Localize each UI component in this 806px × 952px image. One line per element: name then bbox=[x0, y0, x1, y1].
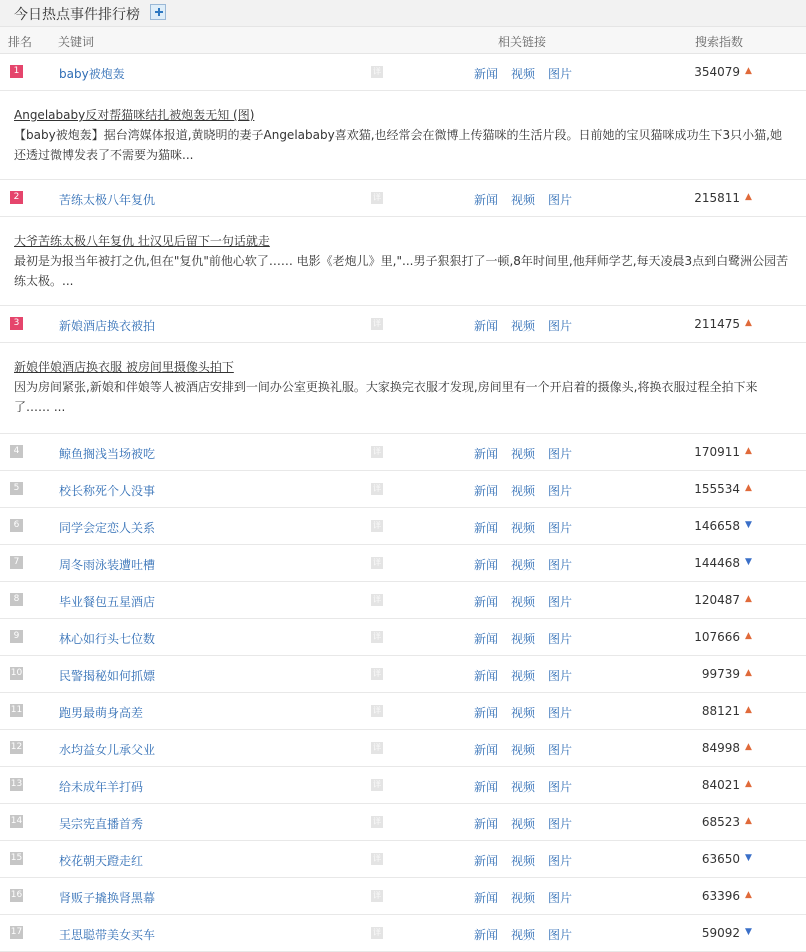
ranking-list bbox=[0, 54, 806, 952]
rank-badge: 4 bbox=[10, 445, 23, 458]
table-row bbox=[0, 582, 806, 619]
search-index-value: 68523 bbox=[701, 815, 740, 829]
story-summary bbox=[0, 217, 806, 306]
search-index-value: 63650 bbox=[701, 852, 740, 866]
table-row bbox=[0, 693, 806, 730]
detail-icon[interactable]: 详 bbox=[373, 854, 381, 863]
rank-badge: 1 bbox=[10, 65, 23, 78]
keyword-link[interactable]: 吴宗宪直播首秀 bbox=[59, 817, 144, 831]
detail-icon[interactable]: 详 bbox=[373, 447, 381, 456]
rank-badge: 2 bbox=[10, 191, 23, 204]
search-index-value: 88121 bbox=[701, 704, 740, 718]
keyword-link[interactable]: 肾贩子撬换肾黑幕 bbox=[59, 891, 156, 905]
page-title: 今日热点事件排行榜 bbox=[14, 7, 140, 23]
news-link[interactable]: 新闻 bbox=[474, 706, 499, 720]
video-link[interactable]: 视频 bbox=[511, 817, 536, 831]
story-title-link[interactable]: Angelababy反对帮猫咪结扎被炮轰无知 (图) bbox=[14, 108, 255, 122]
arrow-up-icon: ▲ bbox=[745, 631, 752, 641]
image-link[interactable]: 图片 bbox=[548, 484, 573, 498]
video-link[interactable]: 视频 bbox=[511, 928, 536, 942]
detail-icon[interactable]: 详 bbox=[373, 817, 381, 826]
video-link[interactable]: 视频 bbox=[511, 743, 536, 757]
rank-badge: 15 bbox=[10, 853, 23, 863]
detail-icon[interactable]: 详 bbox=[373, 193, 381, 202]
arrow-up-icon: ▲ bbox=[745, 816, 752, 826]
add-icon[interactable] bbox=[150, 4, 166, 20]
table-row bbox=[0, 471, 806, 508]
news-link[interactable]: 新闻 bbox=[474, 928, 499, 942]
video-link[interactable]: 视频 bbox=[511, 484, 536, 498]
arrow-up-icon: ▲ bbox=[745, 318, 752, 328]
table-row bbox=[0, 434, 806, 471]
story-summary bbox=[0, 91, 806, 180]
keyword-link[interactable]: 给未成年羊打码 bbox=[59, 780, 144, 794]
rank-badge: 5 bbox=[10, 482, 23, 495]
keyword-link[interactable]: 新娘酒店换衣被拍 bbox=[59, 319, 156, 333]
video-link[interactable]: 视频 bbox=[511, 558, 536, 572]
table-row bbox=[0, 730, 806, 767]
search-index-value: 215811 bbox=[694, 191, 740, 205]
news-link[interactable]: 新闻 bbox=[474, 891, 499, 905]
news-link[interactable]: 新闻 bbox=[474, 319, 499, 333]
rank-badge: 13 bbox=[10, 779, 23, 789]
table-row bbox=[0, 841, 806, 878]
keyword-link[interactable]: 校长称死个人没事 bbox=[59, 484, 156, 498]
header-index: 搜索指数 bbox=[695, 35, 744, 49]
rank-badge: 16 bbox=[10, 890, 23, 900]
arrow-up-icon: ▲ bbox=[745, 483, 752, 493]
story-summary bbox=[0, 343, 806, 434]
arrow-up-icon: ▲ bbox=[745, 742, 752, 752]
video-link[interactable]: 视频 bbox=[511, 632, 536, 646]
news-link[interactable]: 新闻 bbox=[474, 743, 499, 757]
news-link[interactable]: 新闻 bbox=[474, 67, 499, 81]
news-link[interactable]: 新闻 bbox=[474, 484, 499, 498]
search-index-value: 354079 bbox=[694, 65, 740, 79]
rank-badge: 9 bbox=[10, 630, 23, 643]
news-link[interactable]: 新闻 bbox=[474, 193, 499, 207]
detail-icon[interactable]: 详 bbox=[373, 319, 381, 328]
image-link[interactable]: 图片 bbox=[548, 632, 573, 646]
detail-icon[interactable]: 详 bbox=[373, 891, 381, 900]
keyword-link[interactable]: 苦练太极八年复仇 bbox=[59, 193, 156, 207]
detail-icon[interactable]: 详 bbox=[373, 706, 381, 715]
keyword-link[interactable]: 水均益女儿承父业 bbox=[59, 743, 156, 757]
image-link[interactable]: 图片 bbox=[548, 447, 573, 461]
video-link[interactable]: 视频 bbox=[511, 891, 536, 905]
detail-icon[interactable]: 详 bbox=[373, 484, 381, 493]
video-link[interactable]: 视频 bbox=[511, 193, 536, 207]
search-index-value: 170911 bbox=[694, 445, 740, 459]
keyword-link[interactable]: baby被炮轰 bbox=[59, 67, 125, 81]
detail-icon[interactable]: 详 bbox=[373, 928, 381, 937]
rank-badge: 10 bbox=[10, 668, 23, 678]
keyword-link[interactable]: 周冬雨泳装遭吐槽 bbox=[59, 558, 156, 572]
search-index-value: 211475 bbox=[694, 317, 740, 331]
news-link[interactable]: 新闻 bbox=[474, 632, 499, 646]
search-index-value: 146658 bbox=[694, 519, 740, 533]
video-link[interactable]: 视频 bbox=[511, 706, 536, 720]
search-index-value: 84021 bbox=[701, 778, 740, 792]
keyword-link[interactable]: 王思聪带美女买车 bbox=[59, 928, 156, 942]
image-link[interactable]: 图片 bbox=[548, 780, 573, 794]
image-link[interactable]: 图片 bbox=[548, 891, 573, 905]
table-row bbox=[0, 915, 806, 952]
table-row bbox=[0, 508, 806, 545]
news-link[interactable]: 新闻 bbox=[474, 854, 499, 868]
header-keyword: 关键词 bbox=[58, 35, 95, 49]
search-index-value: 63396 bbox=[701, 889, 740, 903]
arrow-down-icon: ▼ bbox=[745, 927, 752, 937]
rank-badge: 8 bbox=[10, 593, 23, 606]
table-row bbox=[0, 767, 806, 804]
image-link[interactable]: 图片 bbox=[548, 706, 573, 720]
arrow-up-icon: ▲ bbox=[745, 446, 752, 456]
arrow-up-icon: ▲ bbox=[745, 668, 752, 678]
search-index-value: 59092 bbox=[701, 926, 740, 940]
news-link[interactable]: 新闻 bbox=[474, 447, 499, 461]
story-body: 最初是为报当年被打之仇,但在"复仇"前他心软了…… 电影《老炮儿》里,"...男子狠狠打了一顿,8年时间里,他拜师学艺,每天凌晨3点到白鹭洲公园苦练太极。... bbox=[14, 254, 789, 288]
arrow-down-icon: ▼ bbox=[745, 853, 752, 863]
image-link[interactable]: 图片 bbox=[548, 669, 573, 683]
image-link[interactable]: 图片 bbox=[548, 854, 573, 868]
arrow-down-icon: ▼ bbox=[745, 557, 752, 567]
video-link[interactable]: 视频 bbox=[511, 854, 536, 868]
image-link[interactable]: 图片 bbox=[548, 743, 573, 757]
header-rank: 排名 bbox=[8, 35, 33, 49]
title-bar bbox=[0, 0, 806, 26]
detail-icon[interactable]: 详 bbox=[373, 669, 381, 678]
arrow-up-icon: ▲ bbox=[745, 66, 752, 76]
table-row bbox=[0, 306, 806, 343]
rank-badge: 7 bbox=[10, 556, 23, 569]
video-link[interactable]: 视频 bbox=[511, 521, 536, 535]
table-row bbox=[0, 545, 806, 582]
news-link[interactable]: 新闻 bbox=[474, 595, 499, 609]
rank-badge: 3 bbox=[10, 317, 23, 330]
story-title-link[interactable]: 新娘伴娘酒店换衣服 被房间里摄像头拍下 bbox=[14, 360, 234, 374]
image-link[interactable]: 图片 bbox=[548, 193, 573, 207]
search-index-value: 155534 bbox=[694, 482, 740, 496]
image-link[interactable]: 图片 bbox=[548, 67, 573, 81]
detail-icon[interactable]: 详 bbox=[373, 780, 381, 789]
detail-icon[interactable]: 详 bbox=[373, 632, 381, 641]
table-row bbox=[0, 54, 806, 91]
video-link[interactable]: 视频 bbox=[511, 669, 536, 683]
table-row bbox=[0, 804, 806, 841]
arrow-up-icon: ▲ bbox=[745, 594, 752, 604]
keyword-link[interactable]: 校花朝天蹬走红 bbox=[59, 854, 144, 868]
news-link[interactable]: 新闻 bbox=[474, 521, 499, 535]
news-link[interactable]: 新闻 bbox=[474, 817, 499, 831]
story-body: 因为房间紧张,新娘和伴娘等人被酒店安排到一间办公室更换礼服。大家换完衣服才发现,房间里有一个开启着的摄像头,将换衣服过程全拍下来了…… ... bbox=[14, 380, 758, 414]
image-link[interactable]: 图片 bbox=[548, 521, 573, 535]
search-index-value: 144468 bbox=[694, 556, 740, 570]
rank-badge: 6 bbox=[10, 519, 23, 532]
image-link[interactable]: 图片 bbox=[548, 817, 573, 831]
arrow-up-icon: ▲ bbox=[745, 779, 752, 789]
search-index-value: 99739 bbox=[701, 667, 740, 681]
arrow-up-icon: ▲ bbox=[745, 705, 752, 715]
detail-icon[interactable]: 详 bbox=[373, 558, 381, 567]
keyword-link[interactable]: 林心如行头七位数 bbox=[59, 632, 156, 646]
table-row bbox=[0, 180, 806, 217]
table-header bbox=[0, 26, 806, 54]
arrow-up-icon: ▲ bbox=[745, 890, 752, 900]
video-link[interactable]: 视频 bbox=[511, 319, 536, 333]
video-link[interactable]: 视频 bbox=[511, 780, 536, 794]
rank-badge: 12 bbox=[10, 742, 23, 752]
detail-icon[interactable]: 详 bbox=[373, 595, 381, 604]
rank-badge: 11 bbox=[10, 705, 23, 715]
arrow-down-icon: ▼ bbox=[745, 520, 752, 530]
video-link[interactable]: 视频 bbox=[511, 447, 536, 461]
keyword-link[interactable]: 民警揭秘如何抓嫖 bbox=[59, 669, 156, 683]
story-body: 【baby被炮轰】据台湾媒体报道,黄晓明的妻子Angelababy喜欢猫,也经常会在微博上传猫咪的生活片段。日前她的宝贝猫咪成功生下3只小猫,她还透过微博发表了不需要为猫咪... bbox=[14, 128, 782, 162]
image-link[interactable]: 图片 bbox=[548, 319, 573, 333]
keyword-link[interactable]: 跑男最萌身高差 bbox=[59, 706, 144, 720]
table-row bbox=[0, 656, 806, 693]
table-row bbox=[0, 619, 806, 656]
search-index-value: 107666 bbox=[694, 630, 740, 644]
image-link[interactable]: 图片 bbox=[548, 928, 573, 942]
news-link[interactable]: 新闻 bbox=[474, 669, 499, 683]
rank-badge: 14 bbox=[10, 816, 23, 826]
image-link[interactable]: 图片 bbox=[548, 558, 573, 572]
video-link[interactable]: 视频 bbox=[511, 595, 536, 609]
arrow-up-icon: ▲ bbox=[745, 192, 752, 202]
news-link[interactable]: 新闻 bbox=[474, 780, 499, 794]
image-link[interactable]: 图片 bbox=[548, 595, 573, 609]
search-index-value: 84998 bbox=[701, 741, 740, 755]
detail-icon[interactable]: 详 bbox=[373, 521, 381, 530]
keyword-link[interactable]: 毕业餐包五星酒店 bbox=[59, 595, 156, 609]
story-title-link[interactable]: 大爷苦练太极八年复仇 壮汉见后留下一句话就走 bbox=[14, 234, 270, 248]
keyword-link[interactable]: 同学会定恋人关系 bbox=[59, 521, 156, 535]
search-index-value: 120487 bbox=[694, 593, 740, 607]
detail-icon[interactable]: 详 bbox=[373, 743, 381, 752]
news-link[interactable]: 新闻 bbox=[474, 558, 499, 572]
video-link[interactable]: 视频 bbox=[511, 67, 536, 81]
keyword-link[interactable]: 鲸鱼搁浅当场被吃 bbox=[59, 447, 156, 461]
rank-badge: 17 bbox=[10, 927, 23, 937]
table-row bbox=[0, 878, 806, 915]
detail-icon[interactable]: 详 bbox=[373, 67, 381, 76]
header-links: 相关链接 bbox=[498, 35, 547, 49]
